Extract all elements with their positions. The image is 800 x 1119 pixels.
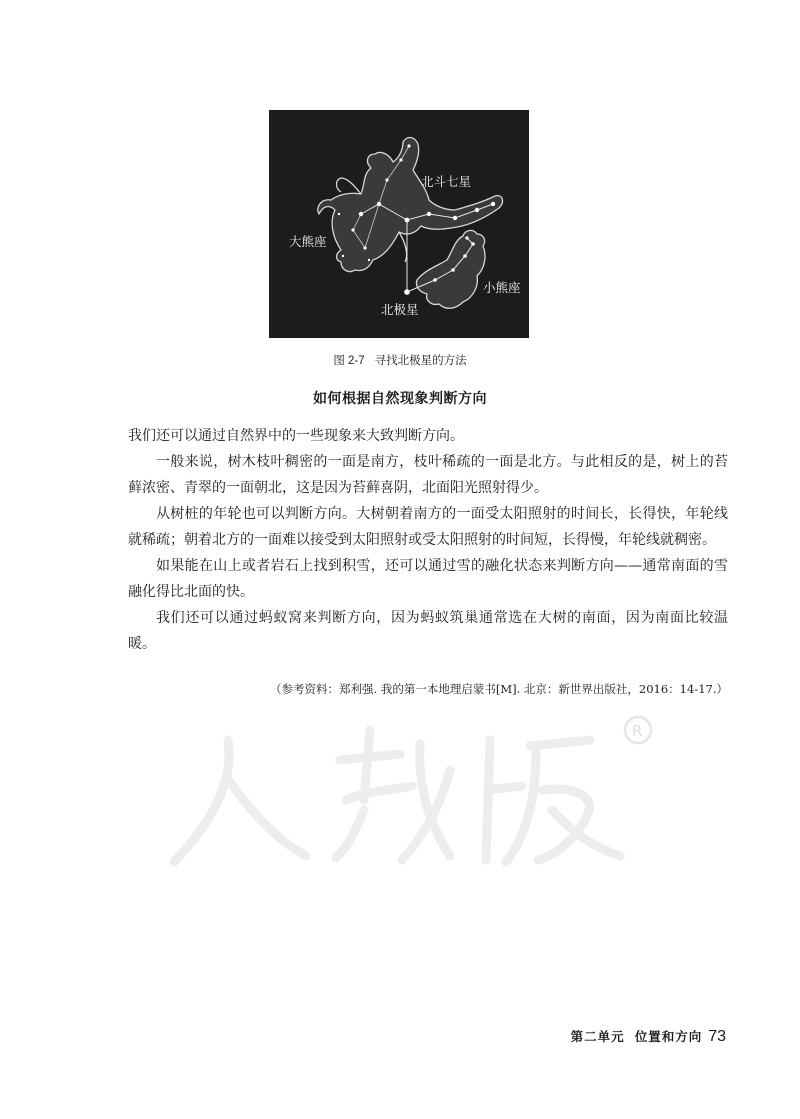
footer-unit: 第二单元	[570, 1029, 625, 1044]
paragraph: 我们还可以通过蚂蚁窝来判断方向，因为蚂蚁筑巢通常选在大树的南面，因为南面比较温暖。	[128, 610, 728, 652]
paragraph: 我们还可以通过自然界中的一些现象来大致判断方向。	[128, 428, 464, 444]
page-footer	[571, 1027, 726, 1046]
constellation-illustration	[269, 110, 529, 338]
label-ursa-minor: 小熊座	[483, 280, 521, 295]
ursa-minor-silhouette	[416, 230, 485, 308]
section-title: 如何根据自然现象判断方向	[313, 391, 487, 407]
svg-text:R: R	[632, 722, 643, 740]
paragraph: 从树桩的年轮也可以判断方向。大树朝着南方的一面受太阳照射的时间长，长得快，年轮线就稀疏；朝着北方的一面难以接受到太阳照射或受太阳照射的时间短，长得慢，年轮线就稠密。	[128, 506, 728, 548]
label-ursa-major: 大熊座	[289, 234, 327, 249]
label-polaris: 北极星	[381, 302, 419, 317]
paragraph: 一般来说，树木枝叶稠密的一面是南方，枝叶稀疏的一面是北方。与此相反的是，树上的苔藓浓密、青翠的一面朝北，这是因为苔藓喜阴，北面阳光照射得少。	[128, 454, 728, 496]
page-number: 73	[708, 1028, 726, 1045]
paragraph: 如果能在山上或者岩石上找到积雪，还可以通过雪的融化状态来判断方向——通常南面的雪融化得比北面的快。	[128, 558, 728, 600]
reference-citation: （参考资料：郑利强. 我的第一本地理启蒙书[M]. 北京：新世界出版社，2016：14-17.）	[270, 682, 728, 696]
constellation-figure	[269, 110, 529, 338]
body-text	[128, 423, 728, 657]
caption-text: 寻找北极星的方法	[374, 353, 467, 367]
caption-number: 图 2-7	[333, 355, 365, 367]
publisher-watermark-logo	[150, 690, 670, 890]
footer-chapter: 位置和方向	[634, 1029, 703, 1044]
label-big-dipper: 北斗七星	[421, 174, 472, 189]
figure-caption	[0, 352, 800, 368]
